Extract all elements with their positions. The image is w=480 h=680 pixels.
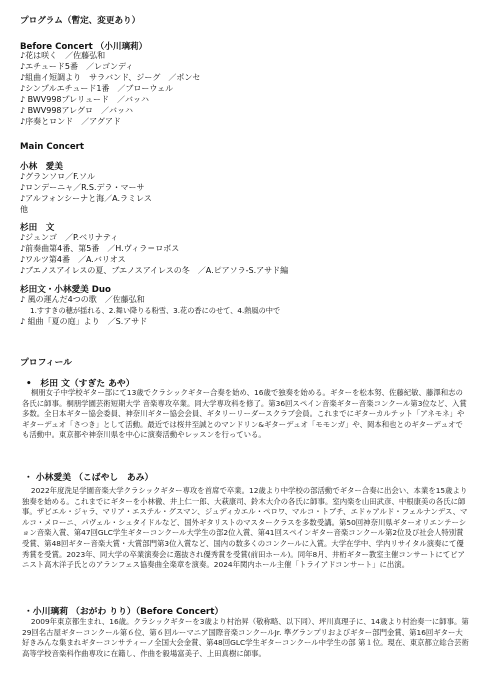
performer-name: 杉田 文: [20, 223, 55, 233]
main-concert-item: ♪前奏曲第4番、第5番 ／H.ヴィラ＝ロボス: [20, 244, 180, 253]
performer-name: 小林 愛美: [20, 162, 63, 172]
profile-title: プロフィール: [20, 358, 72, 368]
profile-name: ・ 小林愛美 （こばやし あみ）: [24, 473, 154, 483]
main-concert-item: ♪ロンデーニャ／R.S.デラ・マーサ: [20, 183, 145, 192]
profile-name: ・小川璃莉 （おがわ りり）（Before Concert）: [24, 607, 224, 617]
before-concert-item: ♪エチュード5番 ／レゴンディ: [20, 62, 134, 71]
before-concert-item: ♪花は咲く ／佐藤弘和: [20, 51, 106, 60]
main-concert-item: ♪ 組曲「夏の庭」より ／S.アサド: [20, 317, 148, 326]
profile-bio: 2022年度洗足学園音楽大学クラシックギター専攻を首席で卒業。12歳より中学校の部活動でギター合奏に出会い、本業を15歳より独奏を始める。これまでにギターを小林徹、井上仁一郎、大萩康司、鈴木大介の各氏に師事。室内楽を山田武彦、中根康美の各氏に師事。ザビエル・ジャラ、マリア・エステル・グスマン、ジュディカエル・ペロワ、マルコ・トブチ、エドゥアルド・フェルナンデス、マルコ・メローニ、パヴェル・シュタイドルなど、国外ギタリストのマスタークラスを多数受講。第50回神奈川県ギターオリエンテーション音楽入賞、第47回GLC学生ギターコンクール大学生の部2位入賞、第41回スペインギター音楽コンクール第2位及び社会人特別賞受賞、第48回ギター音楽大賞・大賞部門第3位入賞など、国内の数多くのコンクールに入賞。大学在学中、学内リサイタル演奏にて優秀賞を受賞。2023年、同大学の卒業演奏会に選抜され優秀賞を受賞(前田ホール)。同年8月、井桁ギター教室主催コンサートにてピアニスト高木洋子氏とのアランフェス協奏曲全楽章を演奏。2024年関内ホール主催「トライアドコンサート」に出演。: [22, 486, 468, 570]
profile-bio: 桐朋女子中学校ギター部にて13歳でクラシックギター合奏を始め、16歳で独奏を始める。ギターを松本努、佐藤紀敏、藤澤和志の各氏に師事。桐朋学園芸術短期大学 音楽専攻卒業。同大学専攻科を修了。第36回スペイン音楽ギター音楽コンクール第3位など、入賞多数。全日本ギター協会委員、神奈川ギター協会会員、ギタリーリーダースクラブ会員。これまでにギターカルテット「アネモネ」やギターデュオ「さつき」として活動。最近では桜井至誠とのマンドリン&ギターデュオ「モモンガ」や、岡本和也とのギターデュオでも活動中。東京都や神奈川県を中心に演奏活動やレッスンを行っている。: [22, 388, 467, 440]
main-concert-item: ♪ 風の運んだ4つの歌 ／佐藤弘和: [20, 295, 145, 304]
before-concert-item: ♪組曲イ短調より サラバンド、ジーグ ／ポンセ: [20, 73, 201, 82]
before-concert-item: ♪シンプルエチュード1番 ／ブローウェル: [20, 84, 174, 93]
profile-bio: 2009年東京都生まれ、16歳。クラシックギターを3歳より村治昇（敬称略、以下同）、坪川真理子に、14歳より村治奏一に師事。第29回名古屋ギターコンクール第６位、第６回ルーマニア国際音楽コンクールJr. 準グランプリおよびギター部門金賞、第16回ギター大好きみんな集まれギターコンサティーノ全国大会金賞、第48回GLC学生ギターコンクール中学生の部 第１位。現在、東京都立総合芸術高等学校音楽科作曲専攻に在籍し、作曲を毅場富美子、上田真樹に師事。: [22, 617, 469, 658]
before-concert-item: ♪ BWV998アレグロ ／バッハ: [20, 106, 134, 115]
main-concert-item: ♪グランソロ／F.ソル: [20, 172, 95, 181]
profile-name: • 杉田 文（すぎた あや）: [26, 379, 135, 389]
main-concert-item: ♪アルフォンシーナと海／A.ラミレス: [20, 194, 152, 203]
before-concert-item: ♪序奏とロンド ／アグアド: [20, 117, 121, 126]
performer-name: 杉田文・小林愛美 Duo: [20, 285, 111, 295]
main-concert-extra: 他: [20, 205, 28, 214]
before-concert-heading: Before Concert （小川璃莉）: [20, 42, 148, 52]
before-concert-item: ♪ BWV998プレリュード ／バッハ: [20, 95, 149, 104]
program-title: プログラム（暫定、変更あり）: [20, 16, 141, 26]
main-concert-item: ♪ジュンゴ ／P.ベリナティ: [20, 233, 119, 242]
main-concert-item: ♪ブエノスアイレスの夏、ブエノスアイレスの冬 ／A.ピアソラ-S.アサド編: [20, 266, 289, 275]
main-concert-heading: Main Concert: [20, 142, 85, 152]
main-concert-item: ♪ワルツ第4番 ／A.バリオス: [20, 255, 126, 264]
movement-list: 1.すすきの穂が揺れる、2.舞い降りる粉雪、3.花の香にのせて、4.熱風の中で: [30, 306, 281, 315]
